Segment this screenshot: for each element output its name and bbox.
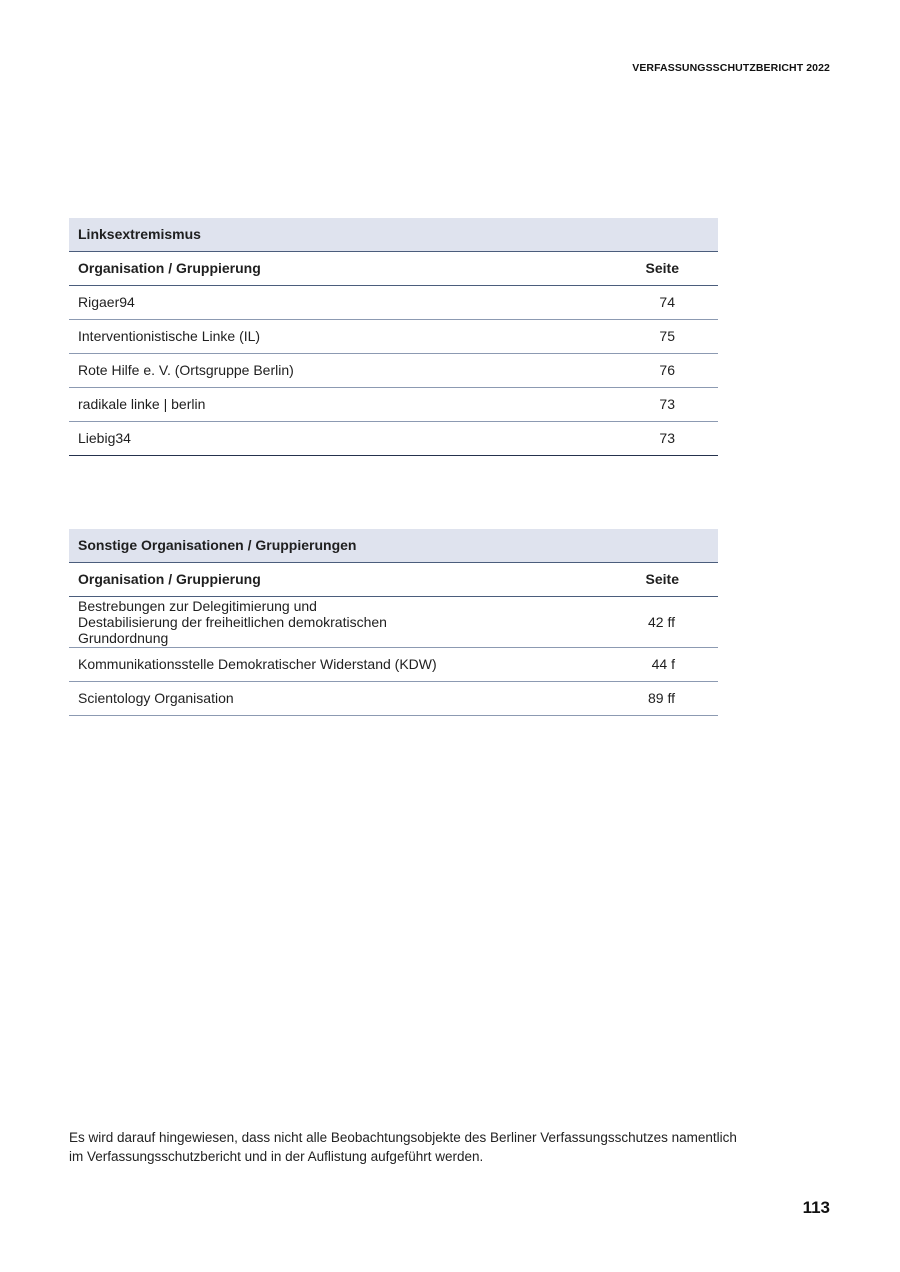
table-row: [69, 388, 718, 422]
column-header-page: Seite: [586, 563, 718, 597]
cell-page: 73: [586, 422, 718, 456]
column-header-organisation: Organisation / Gruppierung: [69, 252, 586, 286]
table-sonstige-organisationen: [69, 529, 718, 716]
cell-organisation: Rigaer94: [69, 286, 586, 320]
table-row: [69, 682, 718, 716]
cell-page: 42 ff: [586, 597, 718, 648]
cell-page: 73: [586, 388, 718, 422]
cell-organisation: Interventionistische Linke (IL): [69, 320, 586, 354]
section-title: Linksextremismus: [69, 218, 718, 252]
cell-page: 89 ff: [586, 682, 718, 716]
column-header-organisation: Organisation / Gruppierung: [69, 563, 586, 597]
cell-organisation: Rote Hilfe e. V. (Ortsgruppe Berlin): [69, 354, 586, 388]
column-header-page: Seite: [586, 252, 718, 286]
cell-organisation: Bestrebungen zur Delegitimierung und Destabilisierung der freiheitlichen demokratischen Grundordnung: [69, 597, 586, 648]
page-number: 113: [802, 1198, 830, 1217]
section-header-row: [69, 529, 718, 563]
cell-organisation: radikale linke | berlin: [69, 388, 586, 422]
running-header: VERFASSUNGSSCHUTZBERICHT 2022: [632, 62, 830, 74]
cell-organisation: Scientology Organisation: [69, 682, 586, 716]
column-header-row: [69, 563, 718, 597]
table-linksextremismus: [69, 218, 718, 456]
table-row: [69, 422, 718, 456]
footnote: Es wird darauf hingewiesen, dass nicht alle Beobachtungsobjekte des Berliner Verfassungsschutzes namentlich im Verfassungsschutzbericht und in der Auflistung aufgeführt werden.: [69, 1130, 737, 1164]
table-row: [69, 648, 718, 682]
cell-organisation: Kommunikationsstelle Demokratischer Widerstand (KDW): [69, 648, 586, 682]
table-row: [69, 354, 718, 388]
table-row: [69, 597, 718, 648]
cell-page: 75: [586, 320, 718, 354]
table-row: [69, 286, 718, 320]
section-header-row: [69, 218, 718, 252]
cell-page: 76: [586, 354, 718, 388]
cell-page: 74: [586, 286, 718, 320]
column-header-row: [69, 252, 718, 286]
section-title: Sonstige Organisationen / Gruppierungen: [69, 529, 718, 563]
cell-page: 44 f: [586, 648, 718, 682]
cell-organisation: Liebig34: [69, 422, 586, 456]
table-row: [69, 320, 718, 354]
